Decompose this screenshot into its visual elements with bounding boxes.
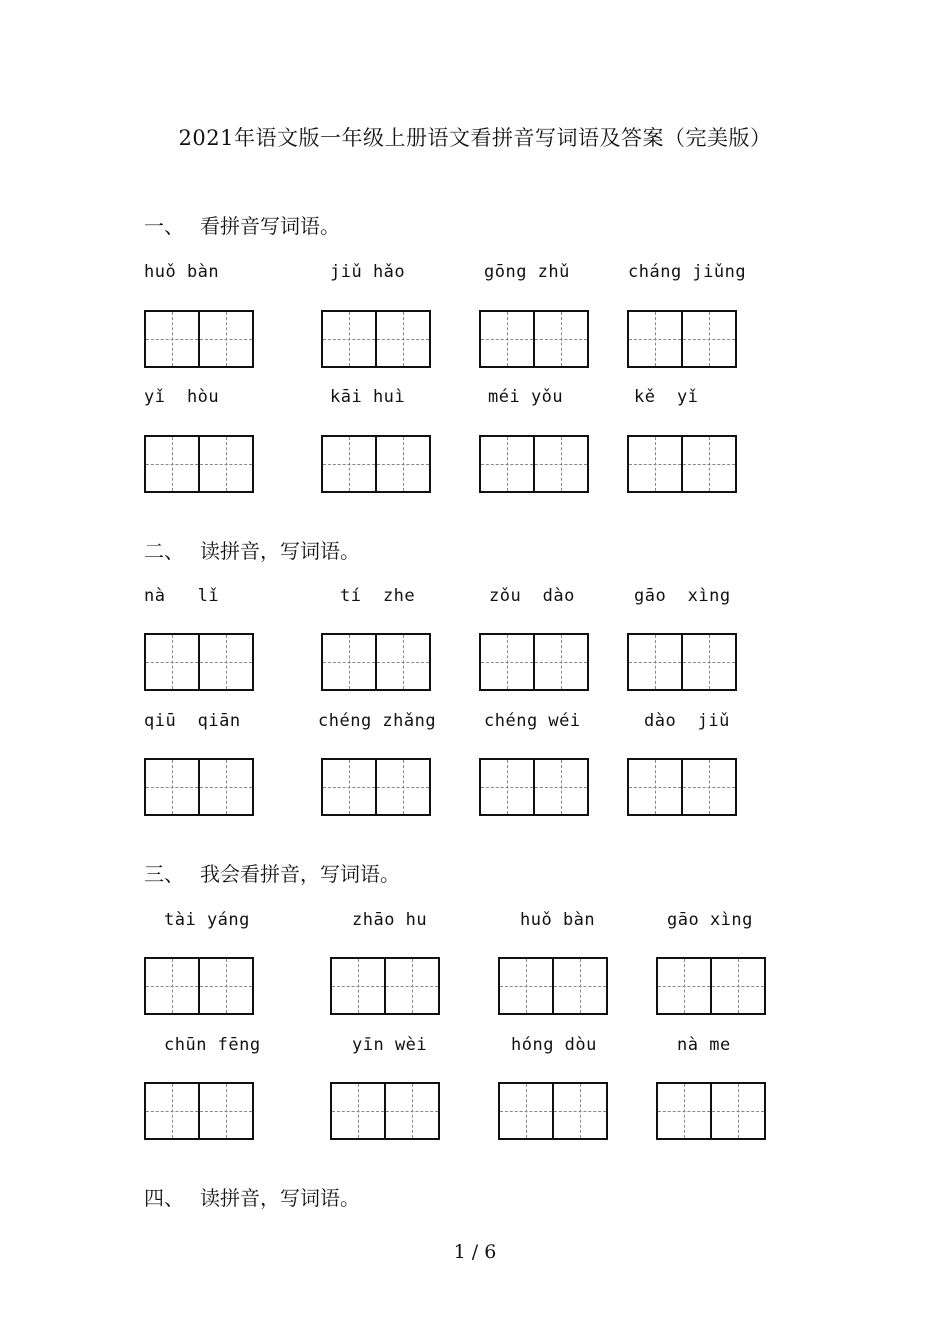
grid-cell[interactable]	[481, 312, 533, 366]
grid-cell[interactable]	[681, 760, 735, 814]
writing-grid[interactable]	[627, 435, 737, 493]
grid-cell[interactable]	[323, 635, 375, 689]
grid-cell[interactable]	[481, 437, 533, 491]
pinyin-label: kě yǐ	[634, 387, 699, 407]
grid-cell[interactable]	[375, 760, 429, 814]
grid-cell[interactable]	[375, 437, 429, 491]
grid-cell[interactable]	[552, 959, 606, 1013]
pinyin-label: chéng wéi	[484, 711, 581, 731]
pinyin-label: yīn wèi	[352, 1035, 428, 1055]
pinyin-label: dào jiǔ	[644, 711, 730, 731]
writing-grid[interactable]	[321, 758, 431, 816]
writing-grid[interactable]	[144, 310, 254, 368]
pinyin-label: gāo xìng	[634, 586, 731, 606]
writing-grid[interactable]	[627, 310, 737, 368]
grid-cell[interactable]	[500, 1084, 552, 1138]
page-number: 1 / 6	[453, 1241, 497, 1263]
grid-cell[interactable]	[658, 959, 710, 1013]
pinyin-label: kāi huì	[330, 387, 406, 407]
writing-grid[interactable]	[627, 758, 737, 816]
grid-cell[interactable]	[681, 635, 735, 689]
pinyin-label: jiǔ hǎo	[330, 262, 406, 282]
grid-cell[interactable]	[481, 760, 533, 814]
grid-cell[interactable]	[146, 312, 198, 366]
grid-cell[interactable]	[629, 635, 681, 689]
grid-cell[interactable]	[481, 635, 533, 689]
writing-grid[interactable]	[144, 957, 254, 1015]
grid-cell[interactable]	[533, 635, 587, 689]
grid-cell[interactable]	[332, 959, 384, 1013]
pinyin-label: zhāo hu	[352, 910, 428, 930]
writing-grid[interactable]	[627, 633, 737, 691]
grid-cell[interactable]	[710, 1084, 764, 1138]
writing-grid[interactable]	[330, 1082, 440, 1140]
pinyin-label: huǒ bàn	[520, 910, 596, 930]
writing-grid[interactable]	[330, 957, 440, 1015]
section-instruction: 我会看拼音，写词语。	[200, 862, 400, 886]
section-1-heading	[144, 210, 340, 239]
grid-cell[interactable]	[533, 437, 587, 491]
grid-cell[interactable]	[198, 635, 252, 689]
grid-cell[interactable]	[629, 312, 681, 366]
section-2-heading	[144, 535, 360, 564]
pinyin-label: tài yáng	[164, 910, 250, 930]
grid-cell[interactable]	[323, 437, 375, 491]
grid-cell[interactable]	[375, 312, 429, 366]
grid-cell[interactable]	[552, 1084, 606, 1138]
writing-grid[interactable]	[144, 633, 254, 691]
pinyin-label: tí zhe	[340, 586, 416, 606]
writing-grid[interactable]	[321, 435, 431, 493]
section-3-heading	[144, 858, 400, 887]
grid-cell[interactable]	[146, 437, 198, 491]
grid-cell[interactable]	[146, 1084, 198, 1138]
grid-cell[interactable]	[332, 1084, 384, 1138]
writing-grid[interactable]	[479, 758, 589, 816]
writing-grid[interactable]	[144, 1082, 254, 1140]
section-number: 一、	[144, 214, 184, 238]
grid-cell[interactable]	[658, 1084, 710, 1138]
writing-grid[interactable]	[144, 758, 254, 816]
grid-cell[interactable]	[710, 959, 764, 1013]
pinyin-label: zǒu dào	[489, 586, 575, 606]
pinyin-label: qiū qiān	[144, 711, 241, 731]
pinyin-label: nà me	[677, 1035, 731, 1055]
pinyin-label: gāo xìng	[667, 910, 753, 930]
writing-grid[interactable]	[498, 1082, 608, 1140]
pinyin-label: hóng dòu	[511, 1035, 597, 1055]
grid-cell[interactable]	[198, 1084, 252, 1138]
grid-cell[interactable]	[198, 760, 252, 814]
grid-cell[interactable]	[681, 312, 735, 366]
grid-cell[interactable]	[384, 959, 438, 1013]
writing-grid[interactable]	[479, 310, 589, 368]
section-instruction: 读拼音，写词语。	[200, 1186, 360, 1210]
pinyin-label: chéng zhǎng	[318, 711, 437, 731]
writing-grid[interactable]	[321, 310, 431, 368]
writing-grid[interactable]	[498, 957, 608, 1015]
grid-cell[interactable]	[198, 312, 252, 366]
writing-grid[interactable]	[656, 1082, 766, 1140]
section-number: 二、	[144, 539, 184, 563]
section-number: 四、	[144, 1186, 184, 1210]
writing-grid[interactable]	[479, 435, 589, 493]
page-title: 2021年语文版一年级上册语文看拼音写词语及答案（完美版）	[178, 126, 772, 150]
grid-cell[interactable]	[323, 760, 375, 814]
pinyin-label: huǒ bàn	[144, 262, 220, 282]
grid-cell[interactable]	[629, 760, 681, 814]
writing-grid[interactable]	[479, 633, 589, 691]
section-number: 三、	[144, 862, 184, 886]
grid-cell[interactable]	[533, 312, 587, 366]
grid-cell[interactable]	[384, 1084, 438, 1138]
grid-cell[interactable]	[323, 312, 375, 366]
pinyin-label: cháng jiǔng	[628, 262, 747, 282]
pinyin-label: gōng zhǔ	[484, 262, 570, 282]
section-4-heading	[144, 1182, 360, 1211]
grid-cell[interactable]	[198, 437, 252, 491]
writing-grid[interactable]	[144, 435, 254, 493]
writing-grid[interactable]	[321, 633, 431, 691]
grid-cell[interactable]	[375, 635, 429, 689]
section-instruction: 读拼音，写词语。	[200, 539, 360, 563]
grid-cell[interactable]	[146, 635, 198, 689]
grid-cell[interactable]	[500, 959, 552, 1013]
pinyin-label: chūn fēng	[164, 1035, 261, 1055]
section-instruction: 看拼音写词语。	[200, 214, 340, 238]
grid-cell[interactable]	[146, 959, 198, 1013]
writing-grid[interactable]	[656, 957, 766, 1015]
grid-cell[interactable]	[681, 437, 735, 491]
pinyin-label: yǐ hòu	[144, 387, 220, 407]
grid-cell[interactable]	[198, 959, 252, 1013]
grid-cell[interactable]	[146, 760, 198, 814]
grid-cell[interactable]	[533, 760, 587, 814]
pinyin-label: méi yǒu	[488, 387, 564, 407]
grid-cell[interactable]	[629, 437, 681, 491]
pinyin-label: nà lǐ	[144, 586, 220, 606]
